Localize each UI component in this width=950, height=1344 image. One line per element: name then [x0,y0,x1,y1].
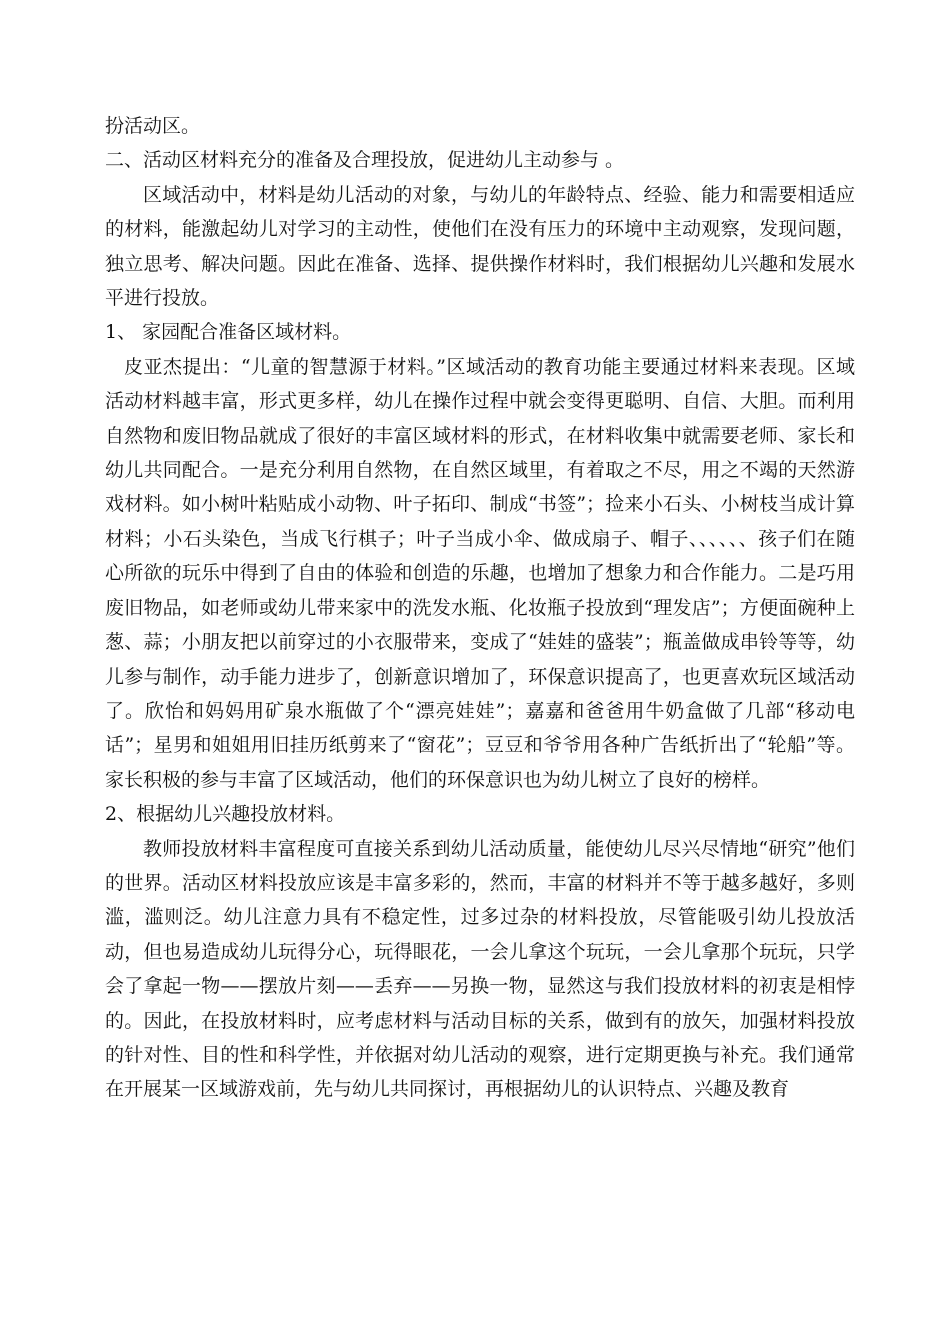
paragraph-continuation: 扮活动区。 [105,115,201,137]
document-page [105,109,855,1107]
subheading-1: 1、 家园配合准备区域材料。 [105,321,352,344]
paragraph-materials-intro: 区域活动中，材料是幼儿活动的对象，与幼儿的年龄特点、经验、能力和需要相适应的材料，能激起幼儿对学习的主动性，使他们在没有压力的环境中主动观察，发现问题，独立思考、解决问题。因此在准备、选择、提供操作材料时，我们根据幼儿兴趣和发展水平进行投放。 [105,183,855,310]
paragraph-piaget: 皮亚杰提出：“儿童的智慧源于材料。”区域活动的教育功能主要通过材料来表现。区域活动材料越丰富，形式更多样，幼儿在操作过程中就会变得更聪明、自信、大胆。而利用自然物和废旧物品就成了很好的丰富区域材料的形式，在材料收集中就需要老师、家长和幼儿共同配合。一是充分利用自然物，在自然区域里，有着取之不尽，用之不竭的天然游戏材料。如小树叶粘贴成小动物、叶子拓印、制成“书签”；捡来小石头、小树枝当成计算材料；小石头染色，当成飞行棋子；叶子当成小伞、做成扇子、帽子、、、、、、孩子们在随心所欲的玩乐中得到了自由的体验和创造的乐趣，也增加了想象力和合作能力。二是巧用废旧物品，如老师或幼儿带来家中的洗发水瓶、化妆瓶子投放到“理发店”；方便面碗种上葱、蒜；小朋友把以前穿过的小衣服带来，变成了“娃娃的盛装”；瓶盖做成串铃等等，幼儿参与制作，动手能力进步了，创新意识增加了，环保意识提高了，也更喜欢玩区域活动了。欣怡和妈妈用矿泉水瓶做了个“漂亮娃娃”；嘉嘉和爸爸用牛奶盒做了几部“移动电话”；星男和姐姐用旧挂历纸剪来了“窗花”；豆豆和爷爷用各种广告纸折出了“轮船”等。家长积极的参与丰富了区域活动，他们的环保意识也为幼儿树立了良好的榜样。 [105,355,855,791]
subheading-2: 2、根据幼儿兴趣投放材料。 [105,803,346,826]
paragraph-teacher-materials: 教师投放材料丰富程度可直接关系到幼儿活动质量，能使幼儿尽兴尽情地“研究”他们的世界。活动区材料投放应该是丰富多彩的，然而，丰富的材料并不等于越多越好，多则滥，滥则泛。幼儿注意力具有不稳定性，过多过杂的材料投放，尽管能吸引幼儿投放活动，但也易造成幼儿玩得分心，玩得眼花，一会儿拿这个玩玩，一会儿拿那个玩玩，只学会了拿起一物——摆放片刻——丢弃——另换一物，显然这与我们投放材料的初衷是相悖的。因此，在投放材料时，应考虑材料与活动目标的关系，做到有的放矢，加强材料投放的针对性、目的性和科学性，并依据对幼儿活动的观察，进行定期更换与补充。我们通常在开展某一区域游戏前，先与幼儿共同探讨，再根据幼儿的认识特点、兴趣及教育 [105,837,855,1101]
section-heading-2: 二、活动区材料充分的准备及合理投放，促进幼儿主动参与 。 [105,149,625,172]
